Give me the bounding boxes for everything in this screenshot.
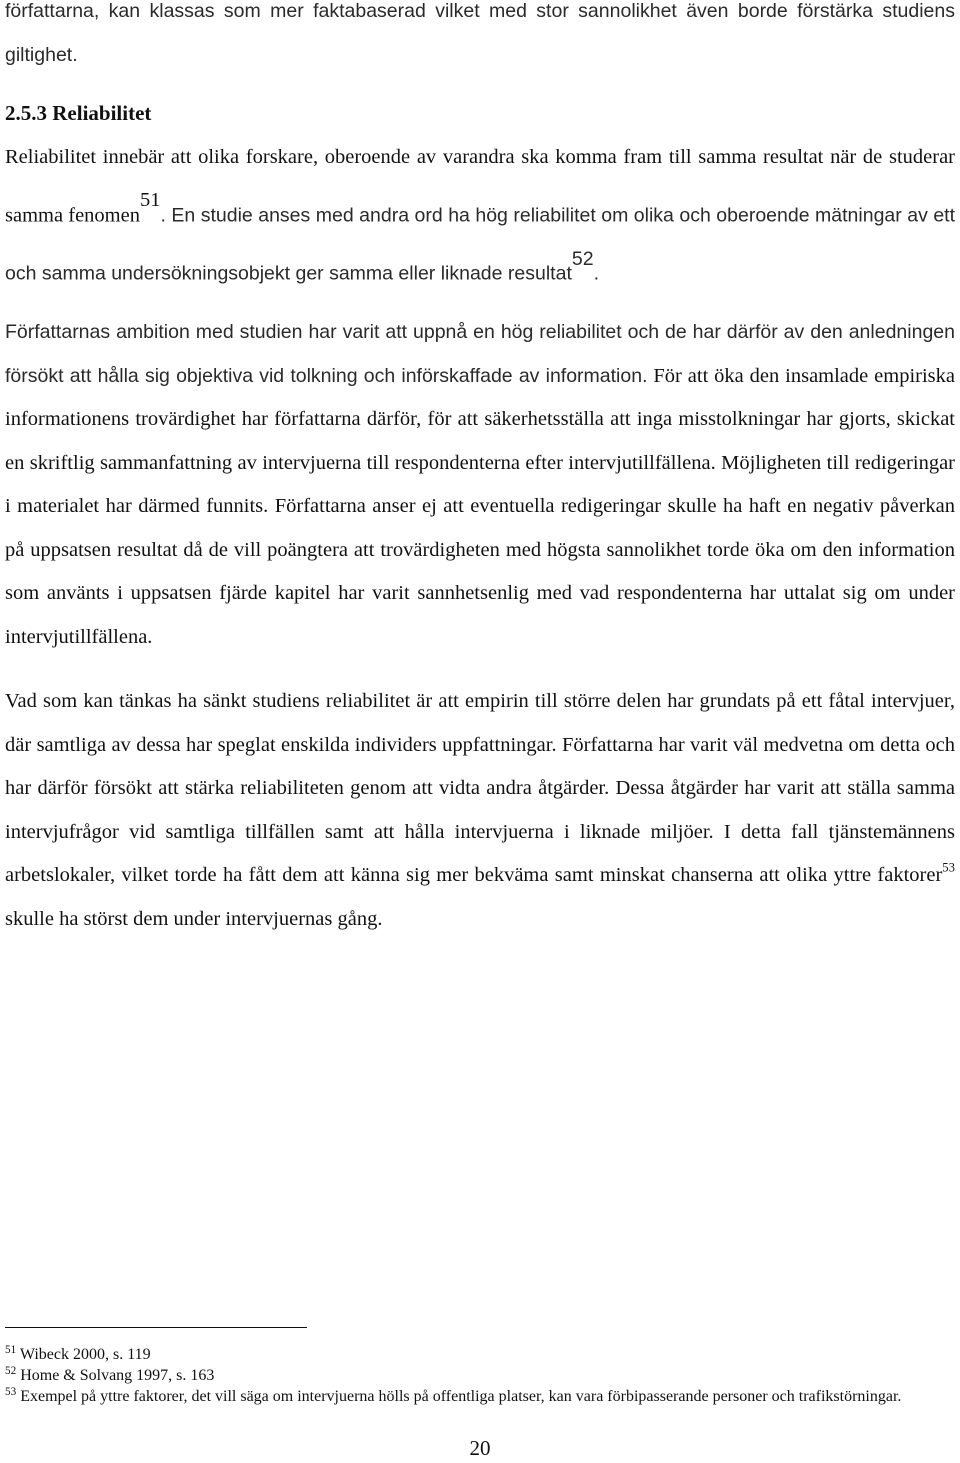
- footnote-text: Wibeck 2000, s. 119: [16, 1346, 151, 1363]
- footnote-ref-52: 52: [571, 247, 594, 270]
- lowered-reliability-text-end: skulle ha störst dem under intervjuernas gång.: [5, 907, 383, 930]
- footnote-number: 52: [5, 1364, 17, 1377]
- footnote-ref-51: 51: [139, 189, 161, 211]
- section-heading: 2.5.3 Reliabilitet: [5, 101, 152, 125]
- ambition-text-serif: För att öka den insamlade empiriska informationens trovärdighet har författarna därför, för att säkerhetsställa att inga misstolkningar har gjorts, skickat en skriftlig sammanfattning av intervjuerna till respondenterna efter intervjutillfällena. Möjligheten till redigeringar i materialet har därmed funnits. Författarna anser ej att eventuella redigeringar skulle ha haft en negativ påverkan på uppsatsen resultat då de vill poängtera att trovärdigheten med högsta sannolikhet torde öka om den information som använts i uppsatsen fjärde kapitel har varit sannhetsenlig med vad respondenterna har uttalat sig om under intervjutillfällena.: [5, 364, 955, 648]
- footnote-text: Home & Solvang 1997, s. 163: [16, 1367, 215, 1384]
- footnotes-section: [5, 1327, 955, 1407]
- lowered-reliability-text: Vad som kan tänkas ha sänkt studiens reliabilitet är att empirin till större delen har grundats på ett fåtal intervjuer, där samtliga av dessa har speglat enskilda individers uppfattningar. Författarna har varit väl medvetna om detta och har därför försökt att stärka reliabiliteten genom att vidta andra åtgärder. Dessa åtgärder har varit att ställa samma intervjufrågor vid samtliga tillfällen samt att hålla intervjuerna i liknade miljöer. I detta fall tjänstemännens arbetslokaler, vilket torde ha fått dem att känna sig mer bekväma samt minskat chanserna att olika yttre faktorer: [5, 690, 955, 886]
- definition-text-sans: . En studie anses med andra ord ha hög reliabilitet om olika och oberoende mätningar av ett och samma undersökningsobjekt ger samma eller liknade resultat: [5, 204, 955, 285]
- footnote-number: 51: [5, 1343, 17, 1356]
- page-number: 20: [469, 1436, 491, 1460]
- intro-text: författarna, kan klassas som mer faktabaserad vilket med stor sannolikhet även borde förstärka studiens giltighet.: [5, 0, 955, 66]
- intro-paragraph: [5, 0, 955, 77]
- ambition-text-sans: Författarnas ambition med studien har varit att uppnå en hög reliabilitet och de har därför av den anledningen försökt att hålla sig objektiva vid tolkning och införskaffade av information.: [5, 321, 955, 387]
- paragraph-authors-ambition: [5, 311, 955, 659]
- footnote-separator: [5, 1327, 307, 1328]
- footnote-ref-53: 53: [942, 860, 955, 875]
- footnote-52: [5, 1365, 955, 1386]
- document-page: [5, 0, 955, 941]
- footnote-number: 53: [5, 1385, 17, 1398]
- paragraph-lowered-reliability: [5, 680, 955, 941]
- definition-text-end: .: [593, 262, 599, 285]
- footnote-51: [5, 1344, 955, 1365]
- definition-text-serif: Reliabilitet innebär att olika forskare, oberoende av varandra ska komma fram till samma resultat när de studerar samma fenomen: [5, 145, 955, 227]
- footnote-text: Exempel på yttre faktorer, det vill säga om intervjuerna hölls på offentliga platser, kan vara förbipasserande personer och trafikstörningar.: [16, 1388, 902, 1405]
- paragraph-reliability-definition: [5, 136, 955, 297]
- footnote-53: [5, 1386, 955, 1407]
